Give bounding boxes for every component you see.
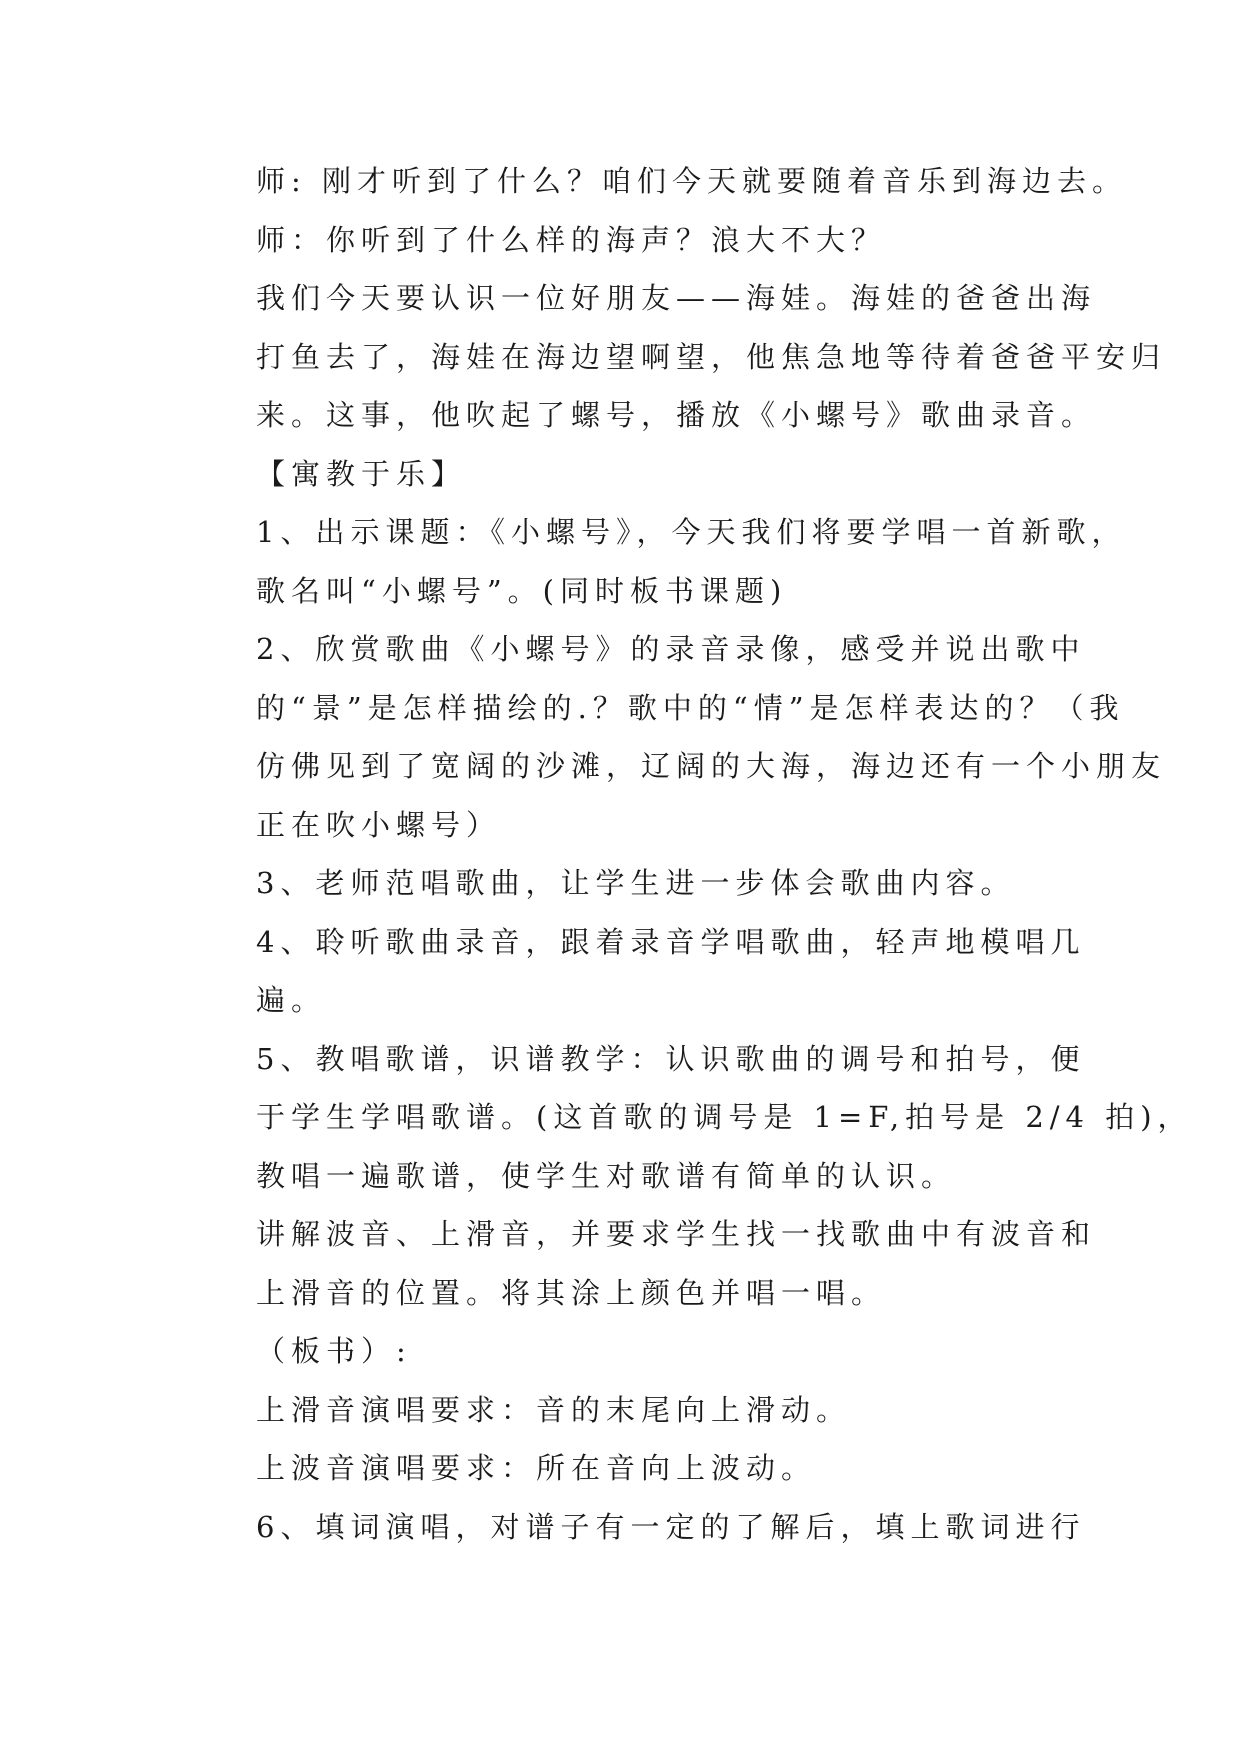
paragraph-item-2 — [190, 620, 1167, 854]
text-line: 上滑音的位置。将其涂上颜色并唱一唱。 — [256, 1275, 887, 1310]
paragraph-board-label — [190, 1322, 1080, 1381]
paragraph-explain — [190, 1205, 1097, 1322]
document-body — [190, 152, 1193, 1556]
text-line: 上滑音演唱要求：音的末尾向上滑动。 — [256, 1392, 852, 1427]
text-line: 正在吹小螺号） — [256, 807, 502, 842]
paragraph-item-4 — [190, 913, 1086, 1030]
paragraph-board-1 — [190, 1381, 1080, 1440]
paragraph-1 — [190, 152, 1127, 211]
text-line: 于学生学唱歌谱。(这首歌的调号是 1=F,拍号是 2/4 拍)， — [256, 1100, 1193, 1134]
paragraph-item-1 — [190, 503, 1127, 620]
paragraph-board-2 — [190, 1439, 1080, 1498]
text-line: 5、教唱歌谱，识谱教学：认识歌曲的调号和拍号，便 — [256, 1041, 1086, 1076]
section-heading — [190, 445, 1080, 504]
text-line: 上波音演唱要求：所在音向上波动。 — [256, 1451, 817, 1485]
text-line: 1、出示课题：《小螺号》，今天我们将要学唱一首新歌， — [256, 515, 1127, 549]
text-line: 讲解波音、上滑音，并要求学生找一找歌曲中有波音和 — [256, 1217, 1097, 1251]
paragraph-item-3 — [190, 854, 1080, 913]
paragraph-2 — [190, 211, 1080, 270]
text-line: 遍。 — [256, 983, 327, 1017]
paragraph-3 — [190, 269, 1167, 445]
text-line: 来。这事，他吹起了螺号，播放《小螺号》歌曲录音。 — [256, 398, 1097, 432]
text-line: 仿佛见到了宽阔的沙滩，辽阔的大海，海边还有一个小朋友 — [256, 749, 1167, 783]
text-line: 我们今天要认识一位好朋友——海娃。海娃的爸爸出海 — [256, 281, 1097, 315]
text-line: （板书）: — [256, 1334, 412, 1368]
text-line: 歌名叫“小螺号”。(同时板书课题) — [256, 573, 788, 608]
text-line: 4、聆听歌曲录音，跟着录音学唱歌曲，轻声地模唱几 — [256, 924, 1086, 959]
text-line: 打鱼去了，海娃在海边望啊望，他焦急地等待着爸爸平安归 — [256, 339, 1167, 374]
text-line: 的“景”是怎样描绘的.？歌中的“情”是怎样表达的？（我 — [256, 690, 1125, 725]
text-line: 师: 刚才听到了什么？咱们今天就要随着音乐到海边去。 — [256, 164, 1127, 198]
text-line: 2、欣赏歌曲《小螺号》的录音录像，感受并说出歌中 — [256, 632, 1086, 666]
paragraph-item-5 — [190, 1030, 1193, 1206]
text-line: 6、填词演唱，对谱子有一定的了解后，填上歌词进行 — [256, 1509, 1086, 1544]
text-line: 教唱一遍歌谱，使学生对歌谱有简单的认识。 — [256, 1158, 957, 1193]
text-line: 师：你听到了什么样的海声？浪大不大？ — [256, 222, 887, 257]
paragraph-item-6 — [190, 1498, 1086, 1557]
text-line: 3、老师范唱歌曲，让学生进一步体会歌曲内容。 — [256, 866, 1016, 900]
text-line: 【寓教于乐】 — [256, 456, 467, 491]
